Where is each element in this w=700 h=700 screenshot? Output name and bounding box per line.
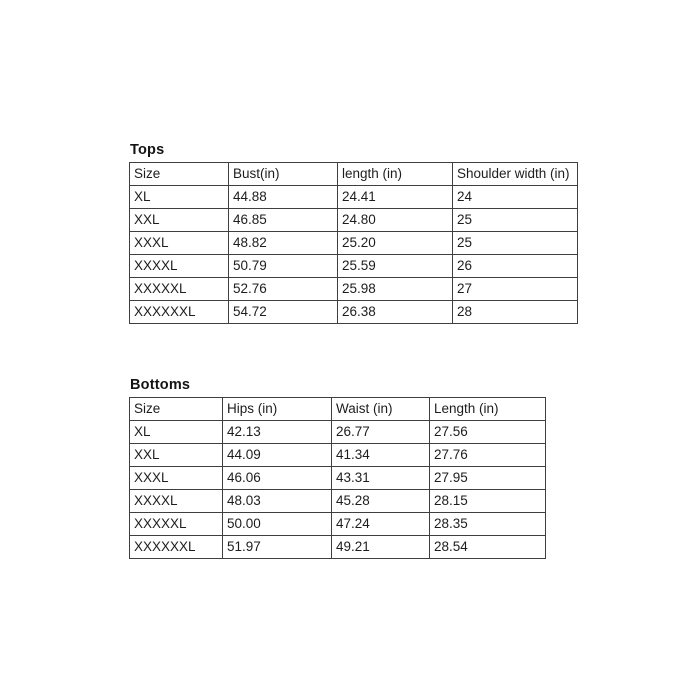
value-cell: 50.00 (223, 513, 332, 536)
value-cell: 41.34 (332, 444, 430, 467)
value-cell: 26.38 (338, 301, 453, 324)
table-row (130, 536, 546, 559)
value-cell: 43.31 (332, 467, 430, 490)
size-cell: XXL (130, 444, 223, 467)
header-row (130, 398, 546, 421)
size-cell: XXXXL (130, 490, 223, 513)
size-cell: XXXL (130, 232, 229, 255)
value-cell: 51.97 (223, 536, 332, 559)
value-cell: 25.98 (338, 278, 453, 301)
table-row (130, 186, 578, 209)
value-cell: 50.79 (229, 255, 338, 278)
header-cell: Hips (in) (223, 398, 332, 421)
header-cell: Bust(in) (229, 163, 338, 186)
value-cell: 26.77 (332, 421, 430, 444)
table-row (130, 278, 578, 301)
header-cell: Size (130, 398, 223, 421)
table-row (130, 467, 546, 490)
bottoms-size-chart-section (129, 378, 546, 559)
header-cell: Waist (in) (332, 398, 430, 421)
size-cell: XXXL (130, 467, 223, 490)
tops-size-chart-section (129, 143, 578, 324)
value-cell: 25.59 (338, 255, 453, 278)
size-cell: XXXXXL (130, 513, 223, 536)
value-cell: 24.41 (338, 186, 453, 209)
value-cell: 45.28 (332, 490, 430, 513)
value-cell: 25.20 (338, 232, 453, 255)
value-cell: 48.03 (223, 490, 332, 513)
table-row (130, 301, 578, 324)
value-cell: 27.95 (430, 467, 546, 490)
value-cell: 46.85 (229, 209, 338, 232)
size-cell: XXXXXL (130, 278, 229, 301)
header-cell: Shoulder width (in) (453, 163, 578, 186)
size-cell: XXXXXXL (130, 536, 223, 559)
value-cell: 52.76 (229, 278, 338, 301)
value-cell: 44.09 (223, 444, 332, 467)
value-cell: 48.82 (229, 232, 338, 255)
value-cell: 42.13 (223, 421, 332, 444)
value-cell: 25 (453, 209, 578, 232)
table-row (130, 490, 546, 513)
table-row (130, 421, 546, 444)
size-cell: XL (130, 186, 229, 209)
value-cell: 28 (453, 301, 578, 324)
header-cell: Size (130, 163, 229, 186)
value-cell: 24 (453, 186, 578, 209)
tops-size-table (129, 162, 578, 324)
table-row (130, 255, 578, 278)
value-cell: 47.24 (332, 513, 430, 536)
value-cell: 44.88 (229, 186, 338, 209)
bottoms-size-table (129, 397, 546, 559)
value-cell: 46.06 (223, 467, 332, 490)
table-row (130, 232, 578, 255)
size-cell: XXXXL (130, 255, 229, 278)
header-row (130, 163, 578, 186)
table-row (130, 513, 546, 536)
tops-table-title: Tops (130, 142, 165, 158)
header-cell: Length (in) (430, 398, 546, 421)
value-cell: 54.72 (229, 301, 338, 324)
value-cell: 25 (453, 232, 578, 255)
value-cell: 27.56 (430, 421, 546, 444)
size-cell: XL (130, 421, 223, 444)
table-row (130, 444, 546, 467)
header-cell: length (in) (338, 163, 453, 186)
value-cell: 28.15 (430, 490, 546, 513)
size-cell: XXL (130, 209, 229, 232)
value-cell: 49.21 (332, 536, 430, 559)
value-cell: 28.54 (430, 536, 546, 559)
table-row (130, 209, 578, 232)
size-cell: XXXXXXL (130, 301, 229, 324)
bottoms-table-title: Bottoms (130, 377, 191, 393)
value-cell: 28.35 (430, 513, 546, 536)
value-cell: 27.76 (430, 444, 546, 467)
value-cell: 26 (453, 255, 578, 278)
value-cell: 27 (453, 278, 578, 301)
value-cell: 24.80 (338, 209, 453, 232)
